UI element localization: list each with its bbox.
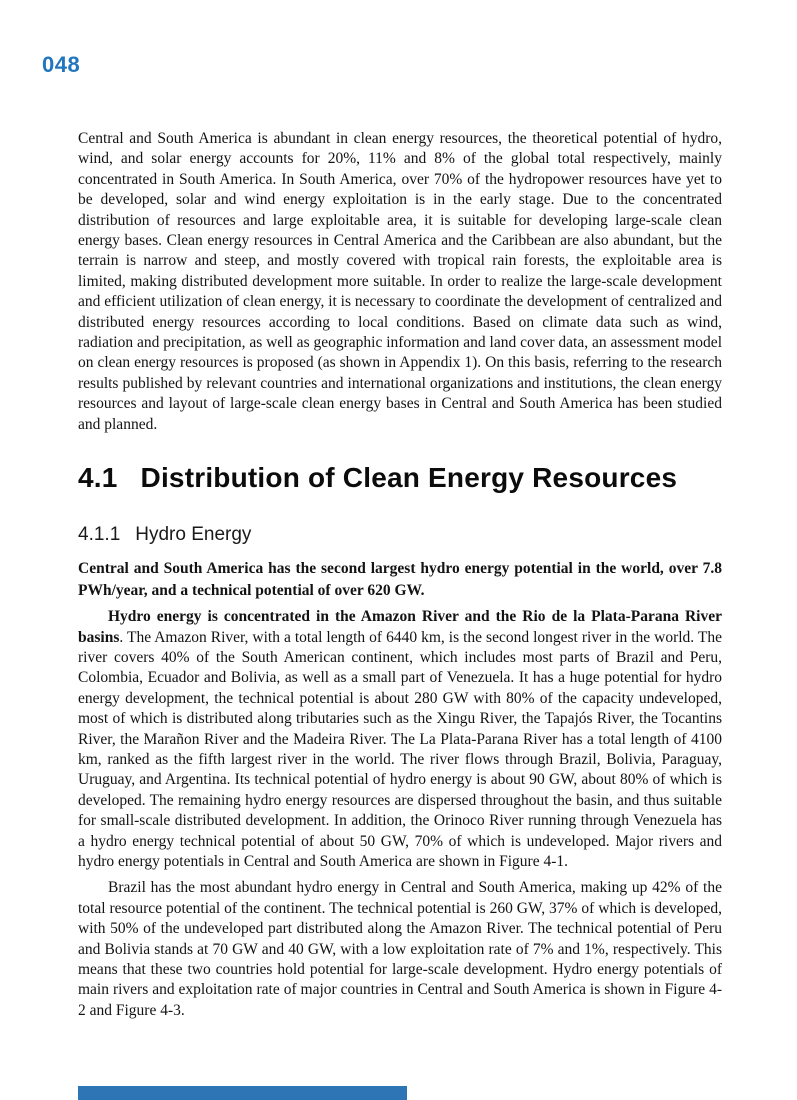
subsection-number: 4.1.1 xyxy=(78,524,121,546)
hydro-basins-rest: . The Amazon River, with a total length of 6440 km, is the second longest river in the world. The river covers 40% of the South American continent, which includes most parts of Brazil and Peru, Colombia, Ecuador and Bolivia, as well as a small part of Venezuela. It has a huge potential for hydro energy development, the technical potential is about 280 GW with 80% of the capacity undeveloped, most of which is distributed along tributaries such as the Xingu River, the Tapajós River, the Tocantins River, the Marañon River and the Madeira River. The La Plata-Parana River has a total length of 4100 km, ranked as the fifth largest river in the world. The river flows through Brazil, Bolivia, Paraguay, Uruguay, and Argentina. Its technical potential of hydro energy is about 90 GW, about 80% of which is developed. The remaining hydro energy resources are dispersed throughout the basin, and thus suitable for small-scale distributed development. In addition, the Orinoco River running through Venezuela has a hydro energy technical potential of about 50 GW, 70% of which is undeveloped. Major rivers and hydro energy potentials in Central and South America are shown in Figure 4-1. xyxy=(78,628,722,870)
intro-paragraph: Central and South America is abundant in clean energy resources, the theoretical potential of hydro, wind, and solar energy accounts for 20%, 11% and 8% of the global total respectively, mainly concentrated in South America. In South America, over 70% of the hydropower resources have yet to be developed, solar and wind energy exploitation is in the early stage. Due to the concentrated distribution of resources and large exploitable area, it is suitable for developing large-scale clean energy bases. Clean energy resources in Central America and the Caribbean are also abundant, but the terrain is narrow and steep, and mostly covered with tropical rain forests, the exploitable area is limited, making distributed development more suitable. In order to realize the large-scale development and efficient utilization of clean energy, it is necessary to coordinate the development of centralized and distributed energy resources according to local conditions. Based on climate data such as wind, radiation and precipitation, as well as geographic information and land cover data, an assessment model on clean energy resources is proposed (as shown in Appendix 1). On this basis, referring to the research results published by relevant countries and international organizations and institutions, the clean energy resources and layout of large-scale clean energy bases in Central and South America has been studied and planned. xyxy=(78,130,722,433)
subsection-title: Hydro Energy xyxy=(135,524,252,546)
section-heading xyxy=(78,462,722,494)
section-title: Distribution of Clean Energy Resources xyxy=(140,462,678,494)
hydro-basins-bold-lead: Hydro energy is concentrated in the Amazon River and the Rio de la Plata-Parana River basins xyxy=(78,608,722,646)
figure-caption-bar xyxy=(78,1086,407,1100)
lead-statement-paragraph: Central and South America has the second largest hydro energy potential in the world, over 7.8 PWh/year, and a technical potential of over 620 GW. xyxy=(78,560,722,599)
hydro-basins-paragraph xyxy=(78,607,722,872)
section-number: 4.1 xyxy=(78,462,118,494)
subsection-heading xyxy=(78,524,722,546)
brazil-paragraph: Brazil has the most abundant hydro energy in Central and South America, making up 42% of the total resource potential of the continent. The technical potential is 260 GW, 37% of which is developed, with 50% of the undeveloped part distributed along the Amazon River. The technical potential of Peru and Bolivia stands at 70 GW and 40 GW, with a low exploitation rate of 7% and 1%, respectively. This means that these two countries hold potential for large-scale development. Hydro energy potentials of main rivers and exploitation rate of major countries in Central and South America is shown in Figure 4-2 and Figure 4-3. xyxy=(78,879,722,1019)
page-content xyxy=(78,129,722,1021)
page-number: 048 xyxy=(42,52,81,77)
